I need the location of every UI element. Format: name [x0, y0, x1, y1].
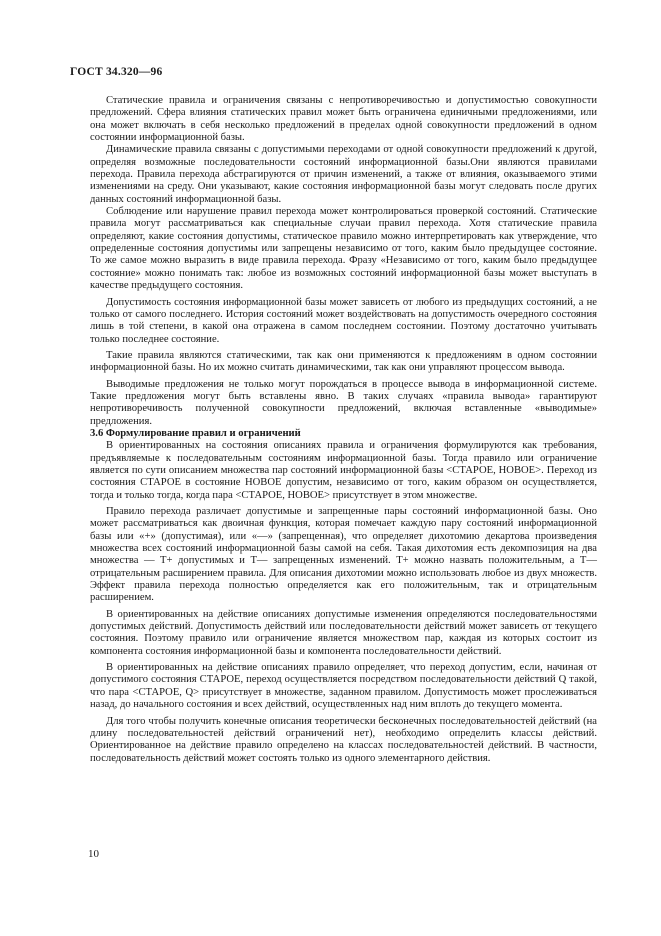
paragraph: Для того чтобы получить конечные описания теоретически бесконечных последовательностей действий (на длину последовательностей действий ограничений нет), необходимо определить классы действий. Ориентированное на действие правило определено на классах последовательностей действий. В частности, последовательность действий может состоять только из одного элементарного действия. — [90, 715, 597, 764]
paragraph: Динамические правила связаны с допустимыми переходами от одной совокупности предложений к другой, определяя возможные последовательности состояний информационной базы.Они являются правилами перехода. Правила перехода абстрагируются от причин изменений, а также от влияния, оказываемого этими изменениями на среду. Они указывают, какие состояния информационной базы могут следовать после других данных состояний информационной базы. — [90, 144, 597, 205]
paragraph: Такие правила являются статическими, так как они применяются к предложениям в одном состоянии информационной базы. Но их можно считать динамическими, так как они управляют процессом вывода. — [90, 349, 597, 374]
paragraph: В ориентированных на действие описаниях правило определяет, что переход допустим, если, начиная от допустимого состояния СТАРОЕ, переход осуществляется посредством последовательности действий Q такой, что пара <СТАРОЕ, Q> присутствует в множестве, заданном правилом. Допустимость может прослеживаться назад, до начального состояния и всех действий, осуществленных над ним вплоть до текущего момента. — [90, 662, 597, 711]
document-header: ГОСТ 34.320—96 — [70, 66, 163, 78]
paragraph: Статические правила и ограничения связаны с непротиворечивостью и допустимостью совокупности предложений. Сфера влияния статических правил может быть ограничена единичными предложениями, или она может включать в себя несколько предложений в пределах одной совокупности предложений в одном состоянии информационной базы. — [90, 95, 597, 144]
section-heading: 3.6 Формулирование правил и ограничений — [90, 427, 301, 439]
paragraph: Выводимые предложения не только могут порождаться в процессе вывода в информационной системе. Такие предложения могут быть вставлены явно. В таких случаях «правила вывода» гарантируют непротиворечивость полученной совокупности предложений, включая вставленные «выводимые» предложения. — [90, 378, 597, 427]
paragraph: В ориентированных на состояния описаниях правила и ограничения формулируются как требования, предъявляемые к последовательным состояниям информационной базы. Тогда правило или ограничение является по сути описанием множества пар состояний информационной базы <СТАРОЕ, НОВОЕ>. Переход из состояния СТАРОЕ в состояние НОВОЕ допустим, независимо от того, каким образом он осуществляется, тогда и только тогда, когда пара <СТАРОЕ, НОВОЕ> присутствует в этом множестве. — [90, 440, 597, 501]
paragraph: В ориентированных на действие описаниях допустимые изменения определяются последовательностями допустимых действий. Допустимость действий или последовательности действий может зависеть от текущего состояния. Поэтому правило или ограничение является множеством пар, каждая из которых состоит из компонента состояния информационной базы и компонента последовательности действий. — [90, 608, 597, 657]
paragraph: Допустимость состояния информационной базы может зависеть от любого из предыдущих состояний, а не только от самого последнего. История состояний может воздействовать на допустимость очередного состояния лишь в той степени, в какой она отражена в самом последнем состоянии. Поэтому достаточно учитывать только последнее состояние. — [90, 296, 597, 345]
paragraph: Правило перехода различает допустимые и запрещенные пары состояний информационной базы. Оно может рассматриваться как двоичная функция, которая помечает каждую пару состояний информационной базы или «+» (допустимая), или «—» (запрещенная), что определяет дихотомию декартова произведения множества всех состояний информационной базы самой на себя. Такая дихотомия есть декомпозиция на два множества — T+ допустимых и T— запрещенных изменений. T+ можно назвать положительным, а T— отрицательным расширением правила. Для описания дихотомии можно использовать любое из двух множеств. Эффект правила перехода полностью определяется как его положительным, так и отрицательным расширением. — [90, 506, 597, 604]
document-body — [90, 95, 597, 765]
page-number: 10 — [88, 848, 99, 860]
paragraph: Соблюдение или нарушение правил перехода может контролироваться проверкой состояний. Статические правила могут рассматриваться как специальные случаи правил перехода. Хотя статические правила определяют, какие состояния допустимы, статическое правило можно интерпретировать как утверждение, что определенные состояния допустимы или запрещены независимо от того, каким было предыдущее состояние. То же самое можно выразить в виде правила перехода. Фразу «Независимо от того, каким было предыдущее состояние» можно понимать так: любое из возможных состояний информационной базы может выступать в качестве предыдущего состояния. — [90, 206, 597, 292]
